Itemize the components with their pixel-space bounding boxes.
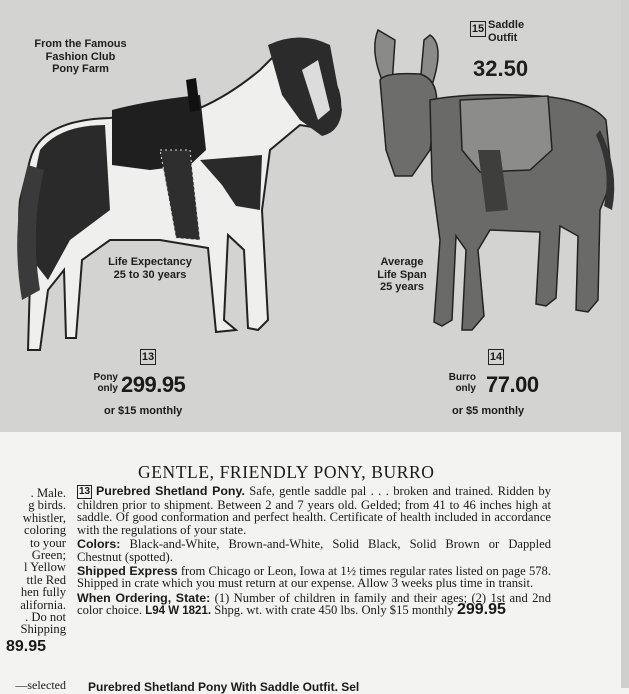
lead-heading: Purebred Shetland Pony. (96, 484, 245, 498)
left-column-line: l Yellow (24, 560, 66, 575)
farm-caption-line: Fashion Club (45, 50, 116, 63)
left-column-line: ttle Red (26, 572, 66, 587)
left-column-line: to your (29, 535, 66, 550)
next-item-heading: Purebred Shetland Pony With Saddle Outfit. Sel (88, 680, 360, 694)
article-body (77, 485, 551, 620)
colors-text: Black-and-White, Brown-and-White, Solid Black, Solid Brown or Dappled Chestnut (spotted). (77, 537, 551, 564)
left-column-line: whistler, (22, 510, 66, 525)
saddle-price: 32.50 (473, 56, 529, 81)
pony-only-line: Pony (93, 372, 118, 383)
left-column-line: . Male. (30, 487, 66, 500)
burro-life-line: 25 years (379, 281, 425, 294)
burro-price: 77.00 (486, 372, 539, 397)
page-edge (621, 0, 629, 688)
left-column-line: g birds. (28, 498, 66, 513)
lead-text: Safe, gentle saddle pal . . . broken and trained. Ridden by children prior to shipment. Between 2 and 7 years old. Gelded; from 41 to 46 inches high at saddle. Of good conformation and perfect health. Certificate of health included in accordance with the regulations of your state. (77, 484, 551, 537)
farm-caption-line: Pony Farm (52, 63, 109, 76)
burro-life-line: Life Span (377, 268, 427, 281)
pony-life-line: Life Expectancy (108, 256, 192, 268)
pony-item-number: 13 (141, 351, 155, 363)
ordering-paragraph (77, 592, 551, 618)
saddle-label (488, 19, 558, 44)
shipping-weight-text: Shpg. wt. with crate 450 lbs. Only $15 monthly (214, 603, 454, 618)
shipped-text: from Chicago or Leon, Iowa at 1½ times regular rates listed on page 578. Shipped in crate which you must return at our expense. Allow 3 weeks plus time in transit. (77, 564, 551, 591)
burro-only-line: Burro (448, 372, 476, 383)
colors-paragraph (77, 538, 551, 563)
left-column-line: Shipping (20, 622, 66, 636)
saddle-item-number: 15 (471, 23, 485, 35)
burro-item-number: 14 (489, 351, 503, 363)
catalog-number: L94 W 1821. (145, 605, 212, 618)
farm-caption-line: From the Famous (34, 38, 127, 50)
pony-only-line: only (97, 383, 118, 394)
pony-price: 299.95 (121, 372, 186, 397)
left-column-footer: —selected (15, 678, 66, 692)
pony-life-line: 25 to 30 years (113, 268, 187, 281)
pony-life-expectancy (90, 256, 210, 281)
farm-caption (18, 38, 143, 76)
burro-life-span (352, 256, 452, 294)
burro-only-label (430, 372, 476, 394)
ordering-text: (1) Number of children in family and their ages; (2) 1st and 2nd color choice. (77, 590, 551, 618)
saddle-label-line: Outfit (488, 31, 518, 44)
lead-paragraph (77, 485, 551, 536)
left-column-price: 89.95 (6, 638, 47, 655)
pony-only-label (82, 372, 118, 394)
item-number-box: 13 (78, 486, 91, 497)
article-price: 299.95 (456, 601, 506, 619)
burro-only-line: only (455, 383, 476, 394)
colors-heading: Colors: (77, 537, 121, 552)
ordering-heading: When Ordering, State: (77, 590, 211, 605)
saddle-label-line: Saddle (488, 19, 525, 31)
article-title: GENTLE, FRIENDLY PONY, BURRO (138, 462, 435, 482)
left-column-line: Green; (31, 548, 66, 563)
shipping-paragraph (77, 565, 551, 590)
left-column-line: coloring (24, 523, 66, 538)
burro-monthly: or $5 monthly (452, 405, 525, 417)
burro-life-line: Average (380, 256, 424, 268)
pony-monthly: or $15 monthly (104, 405, 183, 417)
left-column-line: . Do not (25, 610, 66, 625)
shipped-heading: Shipped Express (77, 564, 178, 579)
left-column-line: alifornia. (20, 597, 66, 612)
left-column-text (0, 487, 66, 636)
left-column-line: hen fully (20, 585, 66, 600)
